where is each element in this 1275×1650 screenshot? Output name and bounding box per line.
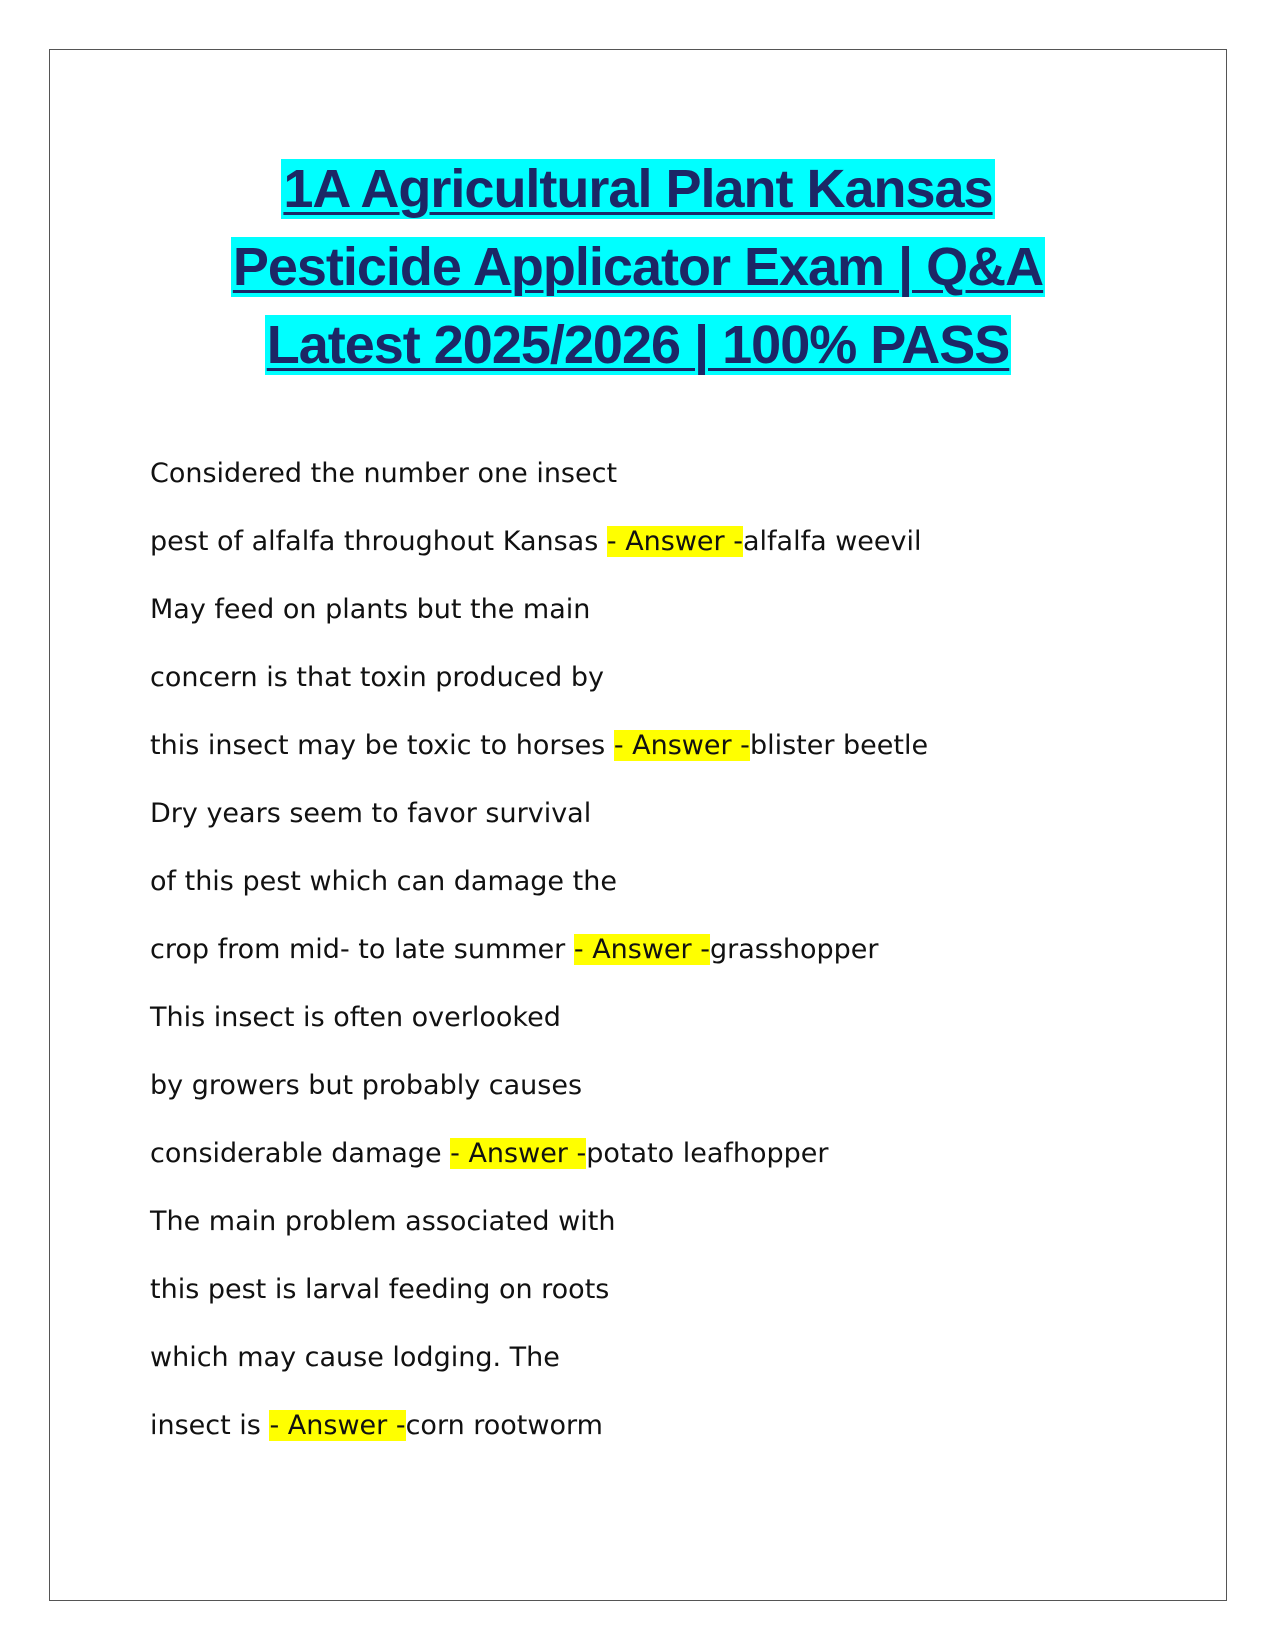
question-text-line: this pest is larval feeding on roots [150, 1274, 610, 1305]
question-text: considerable damage [150, 1138, 451, 1169]
question-answer-line [150, 916, 1150, 984]
title-line [49, 306, 1227, 384]
question-answer-list [150, 440, 1150, 1460]
question-text-line: concern is that toxin produced by [150, 662, 604, 693]
answer-text: blister beetle [749, 730, 929, 761]
title-line-3: Latest 2025/2026 | 100% PASS [266, 315, 1010, 375]
answer-marker: - Answer - [269, 1410, 406, 1441]
answer-marker: - Answer - [573, 934, 710, 965]
answer-marker: - Answer - [606, 526, 743, 557]
answer-text: alfalfa weevil [742, 526, 922, 557]
answer-marker: - Answer - [613, 730, 750, 761]
answer-text: corn rootworm [405, 1410, 603, 1441]
question-text-line: of this pest which can damage the [150, 866, 617, 897]
question-text-line: Considered the number one insect [150, 458, 618, 489]
title-line-2: Pesticide Applicator Exam | Q&A [232, 237, 1044, 297]
question-text-line: The main problem associated with [150, 1206, 616, 1237]
document-title [49, 150, 1227, 384]
question-text: pest of alfalfa throughout Kansas [150, 526, 607, 557]
answer-marker: - Answer - [450, 1138, 587, 1169]
question-text-line: This insect is often overlooked [150, 1002, 561, 1033]
question-text-line: May feed on plants but the main [150, 594, 591, 625]
question-text: this insect may be toxic to horses [150, 730, 614, 761]
title-line [49, 150, 1227, 228]
question-text-line: Dry years seem to favor survival [150, 798, 592, 829]
question-text: crop from mid- to late summer [150, 934, 574, 965]
question-answer-line [150, 1392, 1150, 1460]
question-answer-line [150, 712, 1150, 780]
answer-text: grasshopper [709, 934, 879, 965]
question-answer-line [150, 508, 1150, 576]
answer-text: potato leafhopper [586, 1138, 829, 1169]
question-text-line: which may cause lodging. The [150, 1342, 560, 1373]
question-text: insect is [150, 1410, 270, 1441]
title-line [49, 228, 1227, 306]
title-line-1: 1A Agricultural Plant Kansas [283, 159, 993, 219]
question-answer-line [150, 1120, 1150, 1188]
question-text-line: by growers but probably causes [150, 1070, 583, 1101]
